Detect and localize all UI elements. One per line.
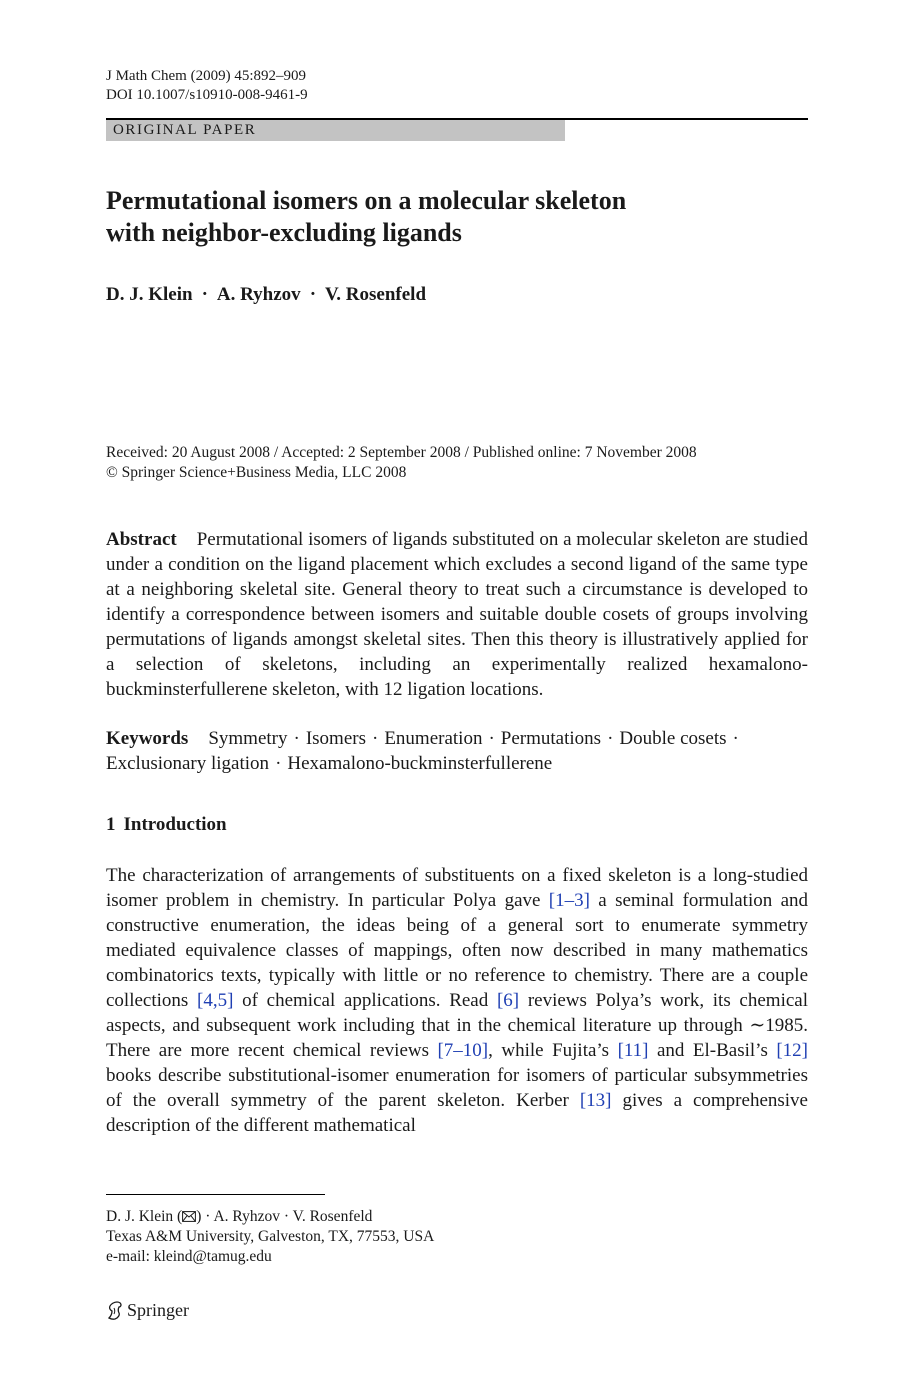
- author-3: V. Rosenfeld: [325, 284, 427, 305]
- publication-dates: [106, 443, 697, 483]
- keyword: Double cosets: [619, 728, 727, 749]
- citation-link[interactable]: [6]: [496, 990, 520, 1011]
- category-label: ORIGINAL PAPER: [113, 122, 257, 138]
- author-footnote: [106, 1207, 434, 1267]
- abstract-label: Abstract: [106, 529, 177, 550]
- publisher-logo: [106, 1299, 189, 1321]
- citation-link[interactable]: [11]: [617, 1040, 649, 1061]
- keywords: Keywords Symmetry · Isomers · Enumeration · Permutations · Double cosets · Exclusionary ligation · Hexamalono-buckminsterfullerene: [106, 728, 739, 774]
- keyword: Exclusionary ligation: [106, 753, 270, 774]
- abstract-text: Permutational isomers of ligands substituted on a molecular skeleton are studied under a condition on the ligand placement which excludes a second ligand of the same type at a neighboring skeletal site. General theory to treat such a circumstance is developed to identify a correspondence between isomers and suitable double cosets of groups involving permutations of ligands amongst skeletal sites. Then this theory is illustratively applied for a selection of skeletons, including an experimentally realized hexamalono-buckminsterfullerene skeleton, with 12 ligation locations.: [106, 529, 808, 700]
- journal-info: [106, 67, 308, 105]
- journal-citation: J Math Chem (2009) 45:892–909: [106, 68, 306, 84]
- category-bar: [106, 120, 565, 141]
- other-authors: · A. Ryhzov · V. Rosenfeld: [201, 1208, 373, 1225]
- footnote-rule: [106, 1194, 325, 1195]
- citation-link[interactable]: [12]: [776, 1040, 808, 1061]
- citation-link[interactable]: [13]: [579, 1090, 612, 1111]
- doi: DOI 10.1007/s10910-008-9461-9: [106, 87, 308, 103]
- title-line-1: Permutational isomers on a molecular skeleton: [106, 186, 627, 215]
- keywords-label: Keywords: [106, 728, 189, 749]
- keyword: Enumeration: [384, 728, 483, 749]
- keyword: Isomers: [305, 728, 366, 749]
- copyright: © Springer Science+Business Media, LLC 2008: [106, 464, 407, 481]
- envelope-icon: [182, 1211, 196, 1222]
- author-list: [106, 284, 426, 306]
- section-heading: [106, 814, 227, 836]
- footnote-authors: D. J. Klein ( ) · A. Ryhzov · V. Rosenfeld: [106, 1208, 373, 1225]
- section-title: Introduction: [123, 814, 227, 835]
- author-2: A. Ryhzov: [216, 284, 301, 305]
- keyword: Symmetry: [208, 728, 288, 749]
- introduction-paragraph: The characterization of arrangements of substituents on a fixed skeleton is a long-studied isomer problem in chemistry. In particular Polya gave [1–3] a seminal formulation and constructive enumeration, the ideas being of a general sort to enumerate symmetry mediated equivalence classes of mappings, often now described in many mathematics combinatorics texts, typically with little or no reference to chemistry. There are a couple collections [4,5] of chemical applications. Read [6] reviews Polya’s work, its chemical aspects, and subsequent work including that in the chemical literature up through ∼1985. There are more recent chemical reviews [7–10], while Fujita’s [11] and El-Basil’s [12] books describe substitutional-isomer enumeration for isomers of particular subsymmetries of the overall symmetry of the parent skeleton. Kerber [13] gives a comprehensive description of the different mathematical: [106, 865, 809, 1136]
- keyword: Hexamalono-buckminsterfullerene: [287, 753, 553, 774]
- keyword: Permutations: [500, 728, 602, 749]
- springer-horse-icon: [106, 1300, 124, 1320]
- paper-title: [106, 185, 808, 249]
- publisher-name: Springer: [127, 1300, 189, 1320]
- citation-link[interactable]: [7–10]: [437, 1040, 489, 1061]
- author-separator: ·: [309, 284, 317, 305]
- author-1: D. J. Klein: [106, 284, 193, 305]
- abstract: [106, 527, 808, 702]
- email[interactable]: e-mail: kleind@tamug.edu: [106, 1248, 272, 1265]
- author-separator: ·: [201, 284, 208, 305]
- title-line-2: with neighbor-excluding ligands: [106, 218, 462, 247]
- citation-link[interactable]: [4,5]: [197, 990, 234, 1011]
- affiliation: Texas A&M University, Galveston, TX, 77553, USA: [106, 1228, 435, 1245]
- citation-link[interactable]: [1–3]: [548, 890, 590, 911]
- history-dates: Received: 20 August 2008 / Accepted: 2 September 2008 / Published online: 7 November 2008: [106, 444, 697, 461]
- corresponding-author: D. J. Klein: [106, 1208, 174, 1225]
- section-number: 1: [106, 814, 116, 835]
